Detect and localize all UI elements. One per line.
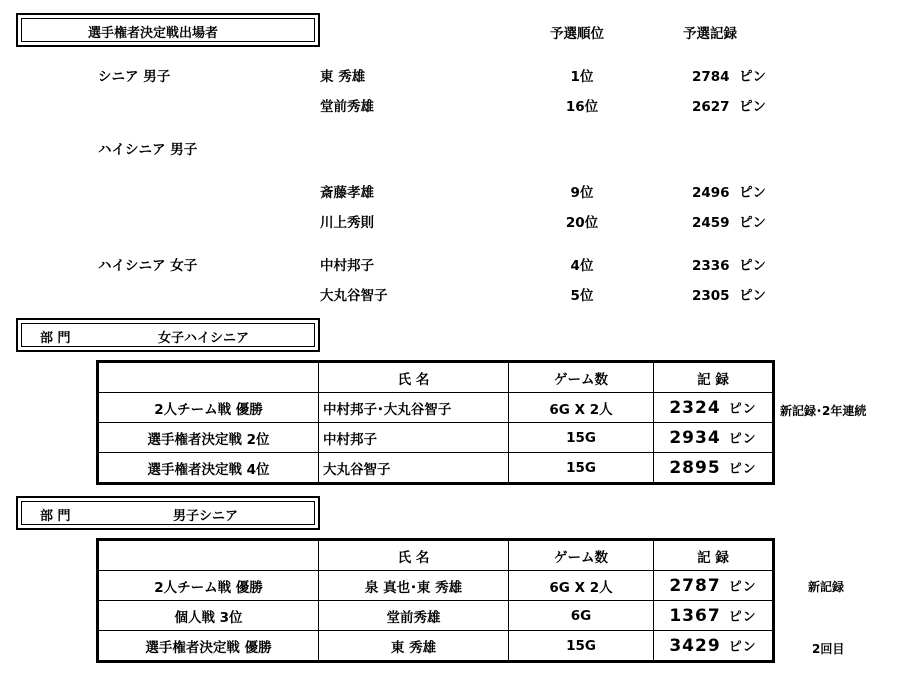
table-row [98, 453, 774, 484]
record-note: 新記録･2年連続 [780, 404, 867, 418]
unit-label: ピン [728, 461, 757, 477]
table-header-row [98, 362, 774, 393]
score-cell: 2787 ピン [654, 571, 774, 601]
unit-label: ピン [728, 401, 757, 417]
division-label: 部 門 [40, 509, 71, 524]
player-rank: 5位 [570, 288, 594, 304]
table-row [98, 631, 774, 662]
unit-label: ピン [738, 69, 766, 85]
header-blank [98, 540, 319, 571]
player-rank: 4位 [570, 258, 594, 274]
player-rank: 9位 [570, 185, 594, 201]
category-label: シニア 男子 [98, 69, 171, 85]
finalists-title-box [16, 13, 320, 47]
unit-label: ピン [738, 215, 766, 231]
unit-label: ピン [738, 258, 766, 274]
unit-label: ピン [728, 431, 757, 447]
games-cell: 15G [509, 631, 654, 662]
player-score: 2336 ピン [692, 258, 766, 274]
games-cell: 6G [509, 601, 654, 631]
header-name: 氏 名 [319, 540, 509, 571]
player-score: 2459 ピン [692, 215, 766, 231]
player-score: 2627 ピン [692, 99, 766, 115]
category-label: ハイシニア 女子 [98, 258, 198, 274]
games-cell: 15G [509, 423, 654, 453]
games-cell: 6G X 2人 [509, 393, 654, 423]
records-table-men [96, 538, 775, 663]
unit-label: ピン [728, 609, 757, 625]
record-note: 新記録 [808, 580, 845, 594]
player-score: 2784 ピン [692, 69, 766, 85]
unit-label: ピン [738, 288, 766, 304]
player-rank: 20位 [565, 215, 599, 231]
games-cell: 6G X 2人 [509, 571, 654, 601]
name-cell: 大丸谷智子 [319, 453, 509, 484]
division-title-box [16, 318, 320, 352]
category-label: ハイシニア 男子 [98, 142, 198, 158]
table-row [98, 423, 774, 453]
player-score: 2496 ピン [692, 185, 766, 201]
player-name: 大丸谷智子 [320, 288, 388, 304]
unit-label: ピン [728, 639, 757, 655]
header-games: ゲーム数 [509, 540, 654, 571]
name-cell: 中村邦子･大丸谷智子 [319, 393, 509, 423]
division-name: 男子シニア [173, 509, 239, 524]
unit-label: ピン [728, 579, 757, 595]
player-rank: 1位 [570, 69, 594, 85]
event-cell: 選手権者決定戦 2位 [98, 423, 319, 453]
header-name: 氏 名 [319, 362, 509, 393]
event-cell: 個人戦 3位 [98, 601, 319, 631]
player-name: 斎藤孝雄 [320, 185, 374, 201]
records-table-women [96, 360, 775, 485]
header-blank [98, 362, 319, 393]
unit-label: ピン [738, 185, 766, 201]
record-note: 2回目 [812, 642, 845, 656]
player-name: 川上秀則 [320, 215, 374, 231]
name-cell: 堂前秀雄 [319, 601, 509, 631]
player-name: 堂前秀雄 [320, 99, 374, 115]
score-cell: 1367 ピン [654, 601, 774, 631]
score-cell: 2324 ピン [654, 393, 774, 423]
player-name: 東 秀雄 [320, 69, 366, 85]
score-cell: 2934 ピン [654, 423, 774, 453]
header-games: ゲーム数 [509, 362, 654, 393]
table-row [98, 571, 774, 601]
event-cell: 選手権者決定戦 4位 [98, 453, 319, 484]
score-cell: 3429 ピン [654, 631, 774, 662]
event-cell: 2人チーム戦 優勝 [98, 393, 319, 423]
table-row [98, 393, 774, 423]
col-header-record: 予選記録 [683, 26, 737, 42]
event-cell: 選手権者決定戦 優勝 [98, 631, 319, 662]
table-row [98, 601, 774, 631]
player-rank: 16位 [565, 99, 599, 115]
event-cell: 2人チーム戦 優勝 [98, 571, 319, 601]
division-name: 女子ハイシニア [158, 331, 250, 346]
name-cell: 泉 真也･東 秀雄 [319, 571, 509, 601]
name-cell: 中村邦子 [319, 423, 509, 453]
player-score: 2305 ピン [692, 288, 766, 304]
header-record: 記 録 [654, 362, 774, 393]
table-header-row [98, 540, 774, 571]
col-header-rank: 予選順位 [550, 26, 604, 42]
unit-label: ピン [738, 99, 766, 115]
name-cell: 東 秀雄 [319, 631, 509, 662]
finalists-title: 選手権者決定戦出場者 [88, 26, 219, 41]
player-name: 中村邦子 [320, 258, 374, 274]
division-title-box [16, 496, 320, 530]
score-cell: 2895 ピン [654, 453, 774, 484]
games-cell: 15G [509, 453, 654, 484]
header-record: 記 録 [654, 540, 774, 571]
division-label: 部 門 [40, 331, 71, 346]
